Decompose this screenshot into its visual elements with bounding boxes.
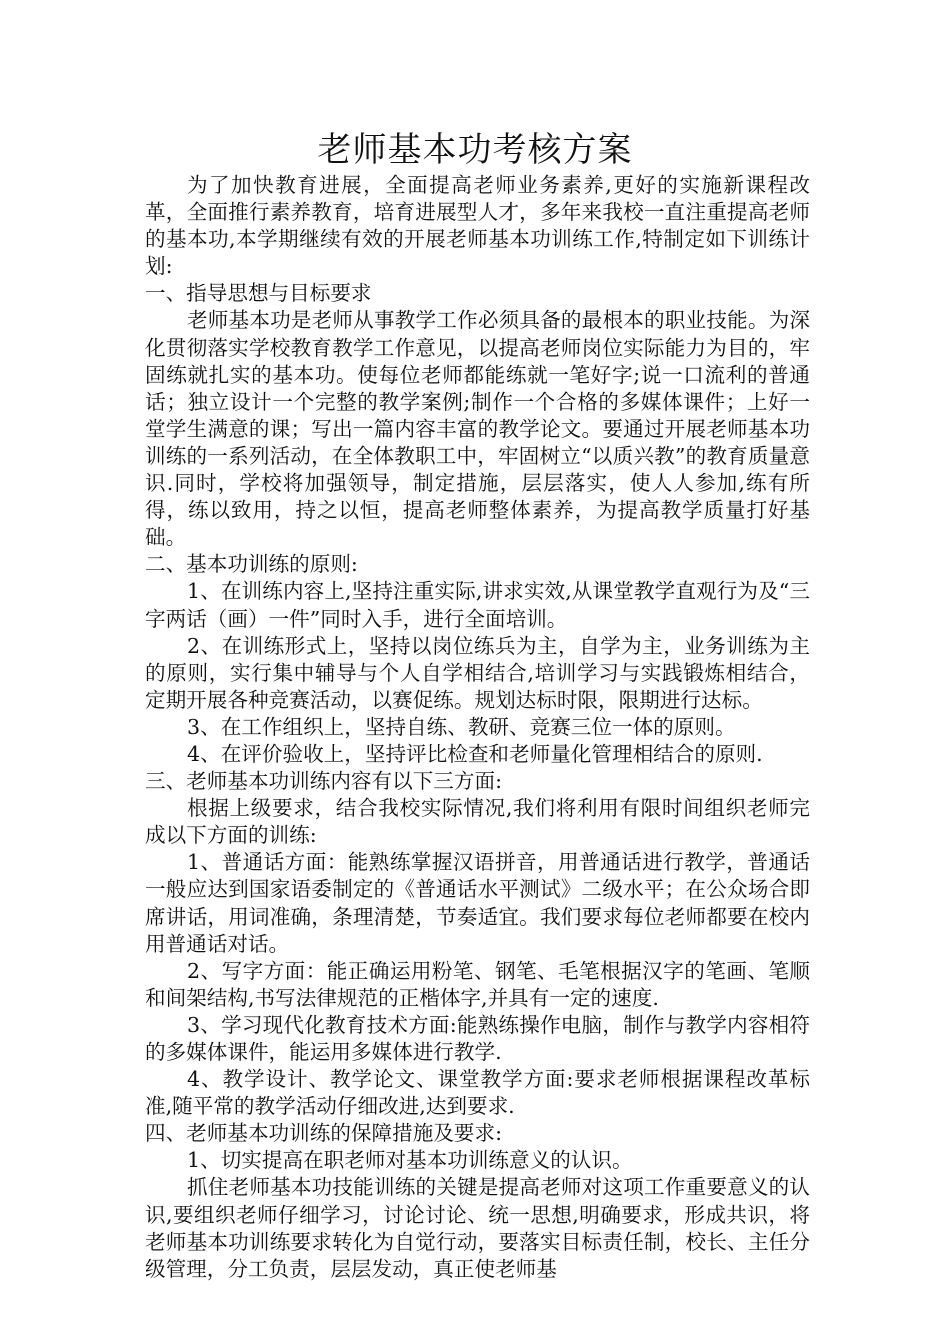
body-paragraph: 1、普通话方面：能熟练掌握汉语拼音，用普通话进行教学，普通话一般应达到国家语委制定的《普通话水平测试》二级水平；在公众场合即席讲话，用词准确，条理清楚，节奏适宜。我们要求每位老师都要在校内用普通话对话。 <box>145 850 810 956</box>
body-paragraph: 2、写字方面：能正确运用粉笔、钢笔、毛笔根据汉字的笔画、笔顺和间架结构,书写法律规范的正楷体字,并具有一定的速度. <box>145 958 810 1010</box>
body-paragraph: 3、在工作组织上，坚持自练、教研、竞赛三位一体的原则。 <box>187 714 736 739</box>
body-paragraph: 1、切实提高在职老师对基本功训练意义的认识。 <box>187 1148 633 1173</box>
body-paragraph: 抓住老师基本功技能训练的关键是提高老师对这项工作重要意义的认识,要组织老师仔细学习，讨论讨论、统一思想,明确要求，形成共识，将老师基本功训练要求转化为自觉行动，要落实目标责任制，校长、主任分级管理，分工负责，层层发动，真正使老师基 <box>145 1175 810 1281</box>
body-paragraph: 4、在评价验收上，坚持评比检查和老师量化管理相结合的原则. <box>187 741 763 766</box>
body-paragraph: 1、在训练内容上,坚持注重实际,讲求实效,从课堂教学直观行为及“三字两话（画）一件”同时入手，进行全面培训。 <box>145 579 810 631</box>
section-heading: 一、指导思想与目标要求 <box>145 281 372 306</box>
body-paragraph: 4、教学设计、教学论文、课堂教学方面:要求老师根据课程改革标准,随平常的教学活动仔细改进,达到要求. <box>145 1067 810 1119</box>
document-title: 老师基本功考核方案 <box>317 130 633 170</box>
section-heading: 三、老师基本功训练内容有以下三方面: <box>145 769 503 794</box>
body-paragraph: 2、在训练形式上，坚持以岗位练兵为主，自学为主，业务训练为主的原则，实行集中辅导与个人自学相结合,培训学习与实践锻炼相结合，定期开展各种竞赛活动，以赛促练。规划达标时限，限期进行达标。 <box>145 633 810 712</box>
body-paragraph: 为了加快教育进展，全面提高老师业务素养,更好的实施新课程改革，全面推行素养教育，培育进展型人才，多年来我校一直注重提高老师的基本功,本学期继续有效的开展老师基本功训练工作,特制定如下训练计划: <box>145 173 810 279</box>
section-heading: 二、基本功训练的原则: <box>145 552 358 577</box>
section-heading: 四、老师基本功训练的保障措施及要求: <box>145 1121 503 1146</box>
body-paragraph: 老师基本功是老师从事教学工作必须具备的最根本的职业技能。为深化贯彻落实学校教育教学工作意见，以提高老师岗位实际能力为目的，牢固练就扎实的基本功。使每位老师都能练就一笔好字;说一口流利的普通话；独立设计一个完整的教学案例;制作一个合格的多媒体课件；上好一堂学生满意的课；写出一篇内容丰富的教学论文。要通过开展老师基本功训练的一系列活动，在全体教职工中，牢固树立“以质兴教”的教育质量意识.同时，学校将加强领导，制定措施，层层落实，使人人参加,练有所得，练以致用，持之以恒，提高老师整体素养，为提高教学质量打好基础。 <box>145 308 810 550</box>
body-paragraph: 根据上级要求，结合我校实际情况,我们将利用有限时间组织老师完成以下方面的训练: <box>145 796 810 848</box>
body-paragraph: 3、学习现代化教育技术方面:能熟练操作电脑，制作与教学内容相符的多媒体课件，能运用多媒体进行教学. <box>145 1012 810 1064</box>
document-body <box>145 172 810 1283</box>
